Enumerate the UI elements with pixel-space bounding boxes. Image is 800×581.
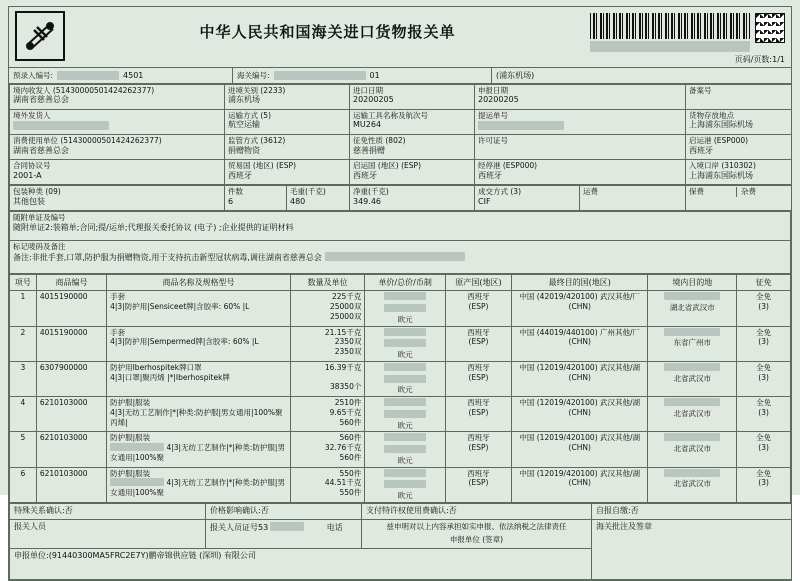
field-license-no: [475, 135, 686, 160]
pieces-label: 件数: [228, 187, 243, 197]
cell-name-line1: 防护服|服装: [110, 468, 151, 478]
grid-row-2: [10, 110, 792, 135]
declaration-number-band: [9, 67, 791, 84]
field-terms: [475, 186, 580, 211]
cell-no: 1: [10, 291, 37, 326]
cell-origin: 西班牙 (ESP): [445, 397, 511, 432]
grid-row-3: [10, 135, 792, 160]
cell-price: [365, 467, 446, 502]
field-special-relation: [10, 503, 206, 519]
net-weight-label: 净重(千克): [353, 187, 389, 197]
cell-name: [107, 326, 291, 361]
attachments-value: 随附单证2:装箱单;合同;提/运单;代理报关委托协议 (电子) ;企业提供的证明材料: [13, 222, 294, 232]
cell-name-line1: 手套: [110, 327, 126, 337]
field-insurance-misc: [686, 186, 792, 211]
cell-code: 4015190000: [36, 291, 106, 326]
redacted-inland: [664, 469, 720, 477]
customs-note-label: 海关批注及签章: [596, 521, 652, 531]
field-decl-date: [475, 85, 686, 110]
col-qty: 数量及单位: [290, 275, 364, 291]
cell-no: 3: [10, 361, 37, 396]
cell-name: [107, 361, 291, 396]
transit-port-label: 经停港 (ESP000): [478, 161, 538, 171]
cell-code: 6307900000: [36, 361, 106, 396]
page-count: 页码/页数:1/1: [734, 55, 785, 64]
declaration-statement: [362, 519, 592, 548]
cell-levy: 全免 (3): [737, 467, 791, 502]
redacted-total: [384, 480, 426, 488]
pre-entry-no-label: 预录入编号:: [13, 71, 54, 80]
field-attachments: [10, 212, 791, 241]
cell-origin: 西班牙 (ESP): [445, 361, 511, 396]
cell-currency: 欧元: [397, 314, 413, 324]
redacted-inland: [664, 292, 720, 300]
cell-currency: 欧元: [397, 420, 413, 430]
consumer-unit-label: 消费使用单位 (51430000501424262377): [13, 136, 162, 146]
departure-port-label: 启运港 (ESP000): [689, 136, 749, 146]
cell-name-line2: 4|3|防护用|Sensiceet牌|含胶率: 60% |L: [110, 302, 250, 312]
cell-origin: 西班牙 (ESP): [445, 326, 511, 361]
cell-name-line2: 4|3|防护用|Sempermed牌|含胶率: 60% |L: [110, 337, 259, 347]
declarant-id-value: 53: [258, 522, 269, 532]
field-transit-port: [475, 160, 686, 185]
marks-value-wrap: [13, 252, 787, 263]
field-consumer-unit: [10, 135, 225, 160]
arrival-country-label: 启运国 (地区) (ESP): [353, 161, 421, 171]
field-entry-port: [686, 160, 792, 185]
import-customs-value: 浦东机场: [228, 95, 260, 105]
cell-qty: 16.39千克 38350个: [290, 361, 364, 396]
redacted-marks-tail: [325, 252, 465, 261]
declarant-label: 报关人员: [14, 521, 46, 531]
header-right: [590, 11, 785, 65]
cell-inland: 北省武汉市: [648, 397, 737, 432]
field-import-date: [350, 85, 475, 110]
terms-value: CIF: [478, 196, 491, 206]
redacted-declarant-id: [270, 522, 304, 531]
cell-dest: 中国 (44019/440100) 广州其他/厂 (CHN): [512, 326, 648, 361]
cell-price: [365, 291, 446, 326]
redacted-overseas-shipper: [13, 121, 109, 130]
field-freight: [580, 186, 686, 211]
gross-weight-value: 480: [290, 196, 306, 206]
signature-row: [10, 519, 792, 548]
table-row: [10, 291, 791, 326]
customs-no: [233, 68, 492, 83]
field-agent: 申报单位:(91440300MA5FRC2E7Y)鹏帝锦供应链 (深圳) 有限公司: [10, 548, 592, 579]
col-code: 商品编号: [36, 275, 106, 291]
redacted-bill-no: [478, 121, 564, 130]
cell-dest: 中国 (12019/420100) 武汉其他/湖 (CHN): [512, 467, 648, 502]
trade-country-label: 贸易国 (地区) (ESP): [228, 161, 296, 171]
redacted-inland: [664, 433, 720, 441]
cell-name-line1: 防护服|服装: [110, 398, 151, 408]
misc-label: 杂费: [741, 187, 756, 197]
redacted-price: [384, 398, 426, 406]
cell-name-line2: 4|3|无纺工艺制作|*|种类:防护服|男女通用|100%聚丙烯|: [110, 407, 283, 427]
title-area: [71, 11, 584, 42]
items-header-row: [10, 275, 791, 291]
cell-origin: 西班牙 (ESP): [445, 291, 511, 326]
attachments-label: 随附单证及编号: [13, 213, 66, 223]
cell-inland: 北省武汉市: [648, 361, 737, 396]
field-arrival-country: [350, 160, 475, 185]
cell-inland: 湖北省武汉市: [648, 291, 737, 326]
customs-emblem-icon: [15, 11, 65, 61]
package-type-label: 包装种类 (09): [13, 187, 61, 197]
document-header: [9, 7, 791, 67]
cell-inland: 东省广州市: [648, 326, 737, 361]
statement-line-1: 兹申明对以上内容承担如实申报、依法纳税之法律责任: [386, 521, 567, 531]
cell-price: [365, 326, 446, 361]
table-row: [10, 432, 791, 467]
port-note: [492, 68, 791, 83]
cell-levy: 全免 (3): [737, 326, 791, 361]
pieces-value: 6: [228, 196, 234, 206]
weights-row: [9, 185, 792, 211]
cell-price: [365, 432, 446, 467]
port-note-value: (浦东机场): [496, 71, 535, 80]
redacted-total: [384, 339, 426, 347]
supervision-mode-label: 监管方式 (3612): [228, 136, 286, 146]
levy-nature-label: 征免性质 (802): [353, 136, 406, 146]
departure-port-value: 西班牙: [689, 145, 713, 155]
decl-date-label: 申报日期: [478, 86, 508, 95]
cell-dest: 中国 (42019/420100) 武汉其他/厂 (CHN): [512, 291, 648, 326]
import-date-value: 20200205: [353, 95, 394, 105]
cell-no: 6: [10, 467, 37, 502]
gross-weight-label: 毛重(千克): [290, 187, 326, 197]
field-self-declare: [592, 503, 792, 519]
cell-currency: 欧元: [397, 385, 413, 395]
redacted-barcode-text: [590, 41, 750, 52]
storage-place-label: 货物存放地点: [689, 111, 734, 120]
main-field-grid: [9, 84, 792, 185]
price-effect-value: 否: [260, 505, 269, 515]
statement-line-2: 申报单位 (签章): [449, 534, 504, 544]
grid-row-4: [10, 160, 792, 185]
pre-entry-no: [9, 68, 233, 83]
redacted-total: [384, 410, 426, 418]
consignee-label: 境内收发人 (51430000501424262377): [13, 86, 155, 95]
pre-entry-no-value: 4501: [123, 71, 144, 80]
col-dest: 最终目的国(地区): [512, 275, 648, 291]
footer-area: [9, 503, 792, 580]
field-trade-country: [225, 160, 350, 185]
redacted-inland: [664, 363, 720, 371]
redacted-price: [384, 292, 426, 300]
entry-port-value: 上海浦东国际机场: [689, 170, 753, 180]
entry-port-label: 入境口岸 (310302): [689, 161, 756, 171]
cell-currency: 欧元: [397, 455, 413, 465]
cell-qty: 225千克 25000双 25000双: [290, 291, 364, 326]
grid-row-5: [10, 186, 792, 211]
cell-code: 6210103000: [36, 467, 106, 502]
cell-name: [107, 467, 291, 502]
redacted-inland: [664, 328, 720, 336]
insurance-label: 保费: [689, 187, 704, 197]
field-record-no: [686, 85, 792, 110]
cell-currency: 欧元: [397, 491, 413, 501]
col-name: 商品名称及规格型号: [107, 275, 291, 291]
attachments-marks: [9, 211, 791, 274]
redacted-price: [384, 328, 426, 336]
field-pieces: [225, 186, 287, 211]
col-inland: 境内目的地: [648, 275, 737, 291]
cell-levy: 全免 (3): [737, 432, 791, 467]
package-type-value: 其他包装: [13, 196, 45, 206]
field-transport-tool: [350, 110, 475, 135]
col-price: 单价/总价/币制: [365, 275, 446, 291]
cell-no: 4: [10, 397, 37, 432]
supervision-mode-value: 捐赠物资: [228, 145, 260, 155]
redacted-price: [384, 363, 426, 371]
cell-levy: 全免 (3): [737, 361, 791, 396]
table-row: [10, 397, 791, 432]
page-title: 中华人民共和国海关进口货物报关单: [199, 23, 456, 41]
trade-country-value: 西班牙: [228, 170, 252, 180]
cell-name: [107, 291, 291, 326]
field-departure-port: [686, 135, 792, 160]
freight-label: 运费: [583, 187, 598, 197]
field-levy-nature: [350, 135, 475, 160]
cell-name: [107, 397, 291, 432]
barcode: [590, 13, 750, 39]
agent-label: 申报单位: [14, 550, 46, 560]
cell-name: [107, 432, 291, 467]
cell-qty: 550件 44.51千克 550件: [290, 467, 364, 502]
record-no-label: 备案号: [689, 86, 712, 95]
cell-qty: 2510件 9.65千克 560件: [290, 397, 364, 432]
cell-inland: 北省武汉市: [648, 432, 737, 467]
customs-no-label: 海关编号:: [237, 71, 270, 80]
marks-row: [10, 241, 791, 274]
field-bill-no: [475, 110, 686, 135]
qr-code-icon: [755, 13, 785, 43]
table-row: [10, 326, 791, 361]
royalty-value: 否: [448, 505, 457, 515]
table-row: [10, 361, 791, 396]
license-no-label: 许可证号: [478, 136, 508, 146]
field-royalty: [362, 503, 592, 519]
customs-no-value: 01: [369, 71, 380, 80]
redacted-customs-no: [274, 71, 366, 80]
redacted-total: [384, 445, 426, 453]
field-declarant: [10, 519, 206, 548]
special-relation-label: 特殊关系确认:: [14, 505, 65, 515]
cell-code: 4015190000: [36, 326, 106, 361]
cell-price: [365, 361, 446, 396]
bill-no-label: 提运单号: [478, 111, 508, 120]
cell-dest: 中国 (12019/420100) 武汉其他/湖 (CHN): [512, 397, 648, 432]
terms-label: 成交方式 (3): [478, 187, 522, 197]
contract-no-label: 合同协议号: [13, 161, 51, 171]
items-body: [10, 291, 791, 503]
declarant-id-label: 报关人员证号: [210, 522, 258, 532]
field-supervision-mode: [225, 135, 350, 160]
cell-origin: 西班牙 (ESP): [445, 467, 511, 502]
cell-code: 6210103000: [36, 397, 106, 432]
transport-mode-label: 运输方式 (5): [228, 111, 272, 120]
cell-no: 2: [10, 326, 37, 361]
marks-label: 标记唛码及备注: [13, 242, 66, 252]
redacted-price: [384, 433, 426, 441]
redacted-total: [384, 375, 426, 383]
cell-price: [365, 397, 446, 432]
field-consignee: [10, 85, 225, 110]
import-customs-label: 进境关别 (2233): [228, 86, 286, 95]
attachments-row: [10, 212, 791, 241]
barcode-row: [590, 13, 785, 52]
field-storage-place: [686, 110, 792, 135]
net-weight-value: 349.46: [353, 196, 381, 206]
declaration-sheet: [8, 6, 792, 581]
cell-name-line2: 4|3|无纺工艺制作|*|种类:防护服|男女通用|100%聚: [110, 478, 285, 498]
phone-label: 电话: [326, 522, 343, 532]
royalty-label: 支付特许权使用费确认:: [366, 505, 449, 515]
cell-inland: 北省武汉市: [648, 467, 737, 502]
transport-tool-value: MU264: [353, 120, 382, 130]
customs-note: [592, 519, 792, 579]
cell-name-line1: 防护服|服装: [110, 433, 151, 443]
field-contract-no: [10, 160, 225, 185]
table-row: [10, 467, 791, 502]
field-marks: [10, 241, 791, 274]
grid-row-1: [10, 85, 792, 110]
marks-value: 备注:非批手套,口罩,防护服为捐赠物资,用于支持抗击新型冠状病毒,调往湖南省慈善总会: [13, 252, 322, 262]
storage-place-value: 上海浦东国际机场: [689, 120, 753, 130]
field-price-effect: [206, 503, 362, 519]
self-declare-value: 否: [630, 505, 639, 515]
cell-no: 5: [10, 432, 37, 467]
confirmations-row: [10, 503, 792, 519]
field-transport-mode: [225, 110, 350, 135]
redacted-price: [384, 469, 426, 477]
overseas-shipper-label: 境外发货人: [13, 111, 51, 120]
self-declare-label: 自报自缴:: [596, 505, 631, 515]
consumer-unit-value: 湖南省慈善总会: [13, 145, 69, 155]
agent-value: (91440300MA5FRC2E7Y)鹏帝锦供应链 (深圳) 有限公司: [48, 550, 256, 560]
import-date-label: 进口日期: [353, 86, 383, 95]
items-table: [9, 274, 791, 503]
cell-code: 6210103000: [36, 432, 106, 467]
field-package-type: [10, 186, 225, 211]
cell-levy: 全免 (3): [737, 397, 791, 432]
cell-qty: 21.15千克 2350双 2350双: [290, 326, 364, 361]
col-origin: 原产国(地区): [445, 275, 511, 291]
cell-qty: 560件 32.76千克 560件: [290, 432, 364, 467]
cell-name-line2: 4|3|口罩|聚丙烯 |*|Iberhospitek牌: [110, 372, 230, 382]
price-effect-label: 价格影响确认:: [210, 505, 261, 515]
decl-date-value: 20200205: [478, 95, 519, 105]
cell-dest: 中国 (12019/420100) 武汉其他/湖 (CHN): [512, 432, 648, 467]
cell-name-line2: 4|3|无纺工艺制作|*|种类:防护服|男女通用|100%聚: [110, 443, 285, 462]
cell-dest: 中国 (12019/420100) 武汉其他/湖 (CHN): [512, 361, 648, 396]
redacted-pre-entry-no: [57, 71, 119, 80]
redacted-total: [384, 304, 426, 312]
contract-no-value: 2001-A: [13, 170, 42, 180]
cell-levy: 全免 (3): [737, 291, 791, 326]
levy-nature-value: 慈善捐赠: [353, 145, 385, 155]
transport-tool-label: 运输工具名称及航次号: [353, 111, 428, 120]
field-net-weight: [350, 186, 475, 211]
redacted-inland: [664, 398, 720, 406]
transport-mode-value: 航空运输: [228, 120, 260, 130]
cell-currency: 欧元: [397, 350, 413, 360]
field-gross-weight: [287, 186, 350, 211]
arrival-country-value: 西班牙: [353, 170, 377, 180]
field-overseas-shipper: [10, 110, 225, 135]
field-import-customs: [225, 85, 350, 110]
col-levy: 征免: [737, 275, 791, 291]
consignee-value: 湖南省慈善总会: [13, 95, 69, 105]
special-relation-value: 否: [64, 505, 73, 515]
transit-port-value: 西班牙: [478, 170, 502, 180]
cell-name-line1: 防护用Iberhospitek牌口罩: [110, 362, 202, 372]
cell-name-line1: 手套: [110, 292, 126, 302]
field-declarant-id: [206, 519, 362, 548]
col-no: 项号: [10, 275, 37, 291]
cell-origin: 西班牙 (ESP): [445, 432, 511, 467]
